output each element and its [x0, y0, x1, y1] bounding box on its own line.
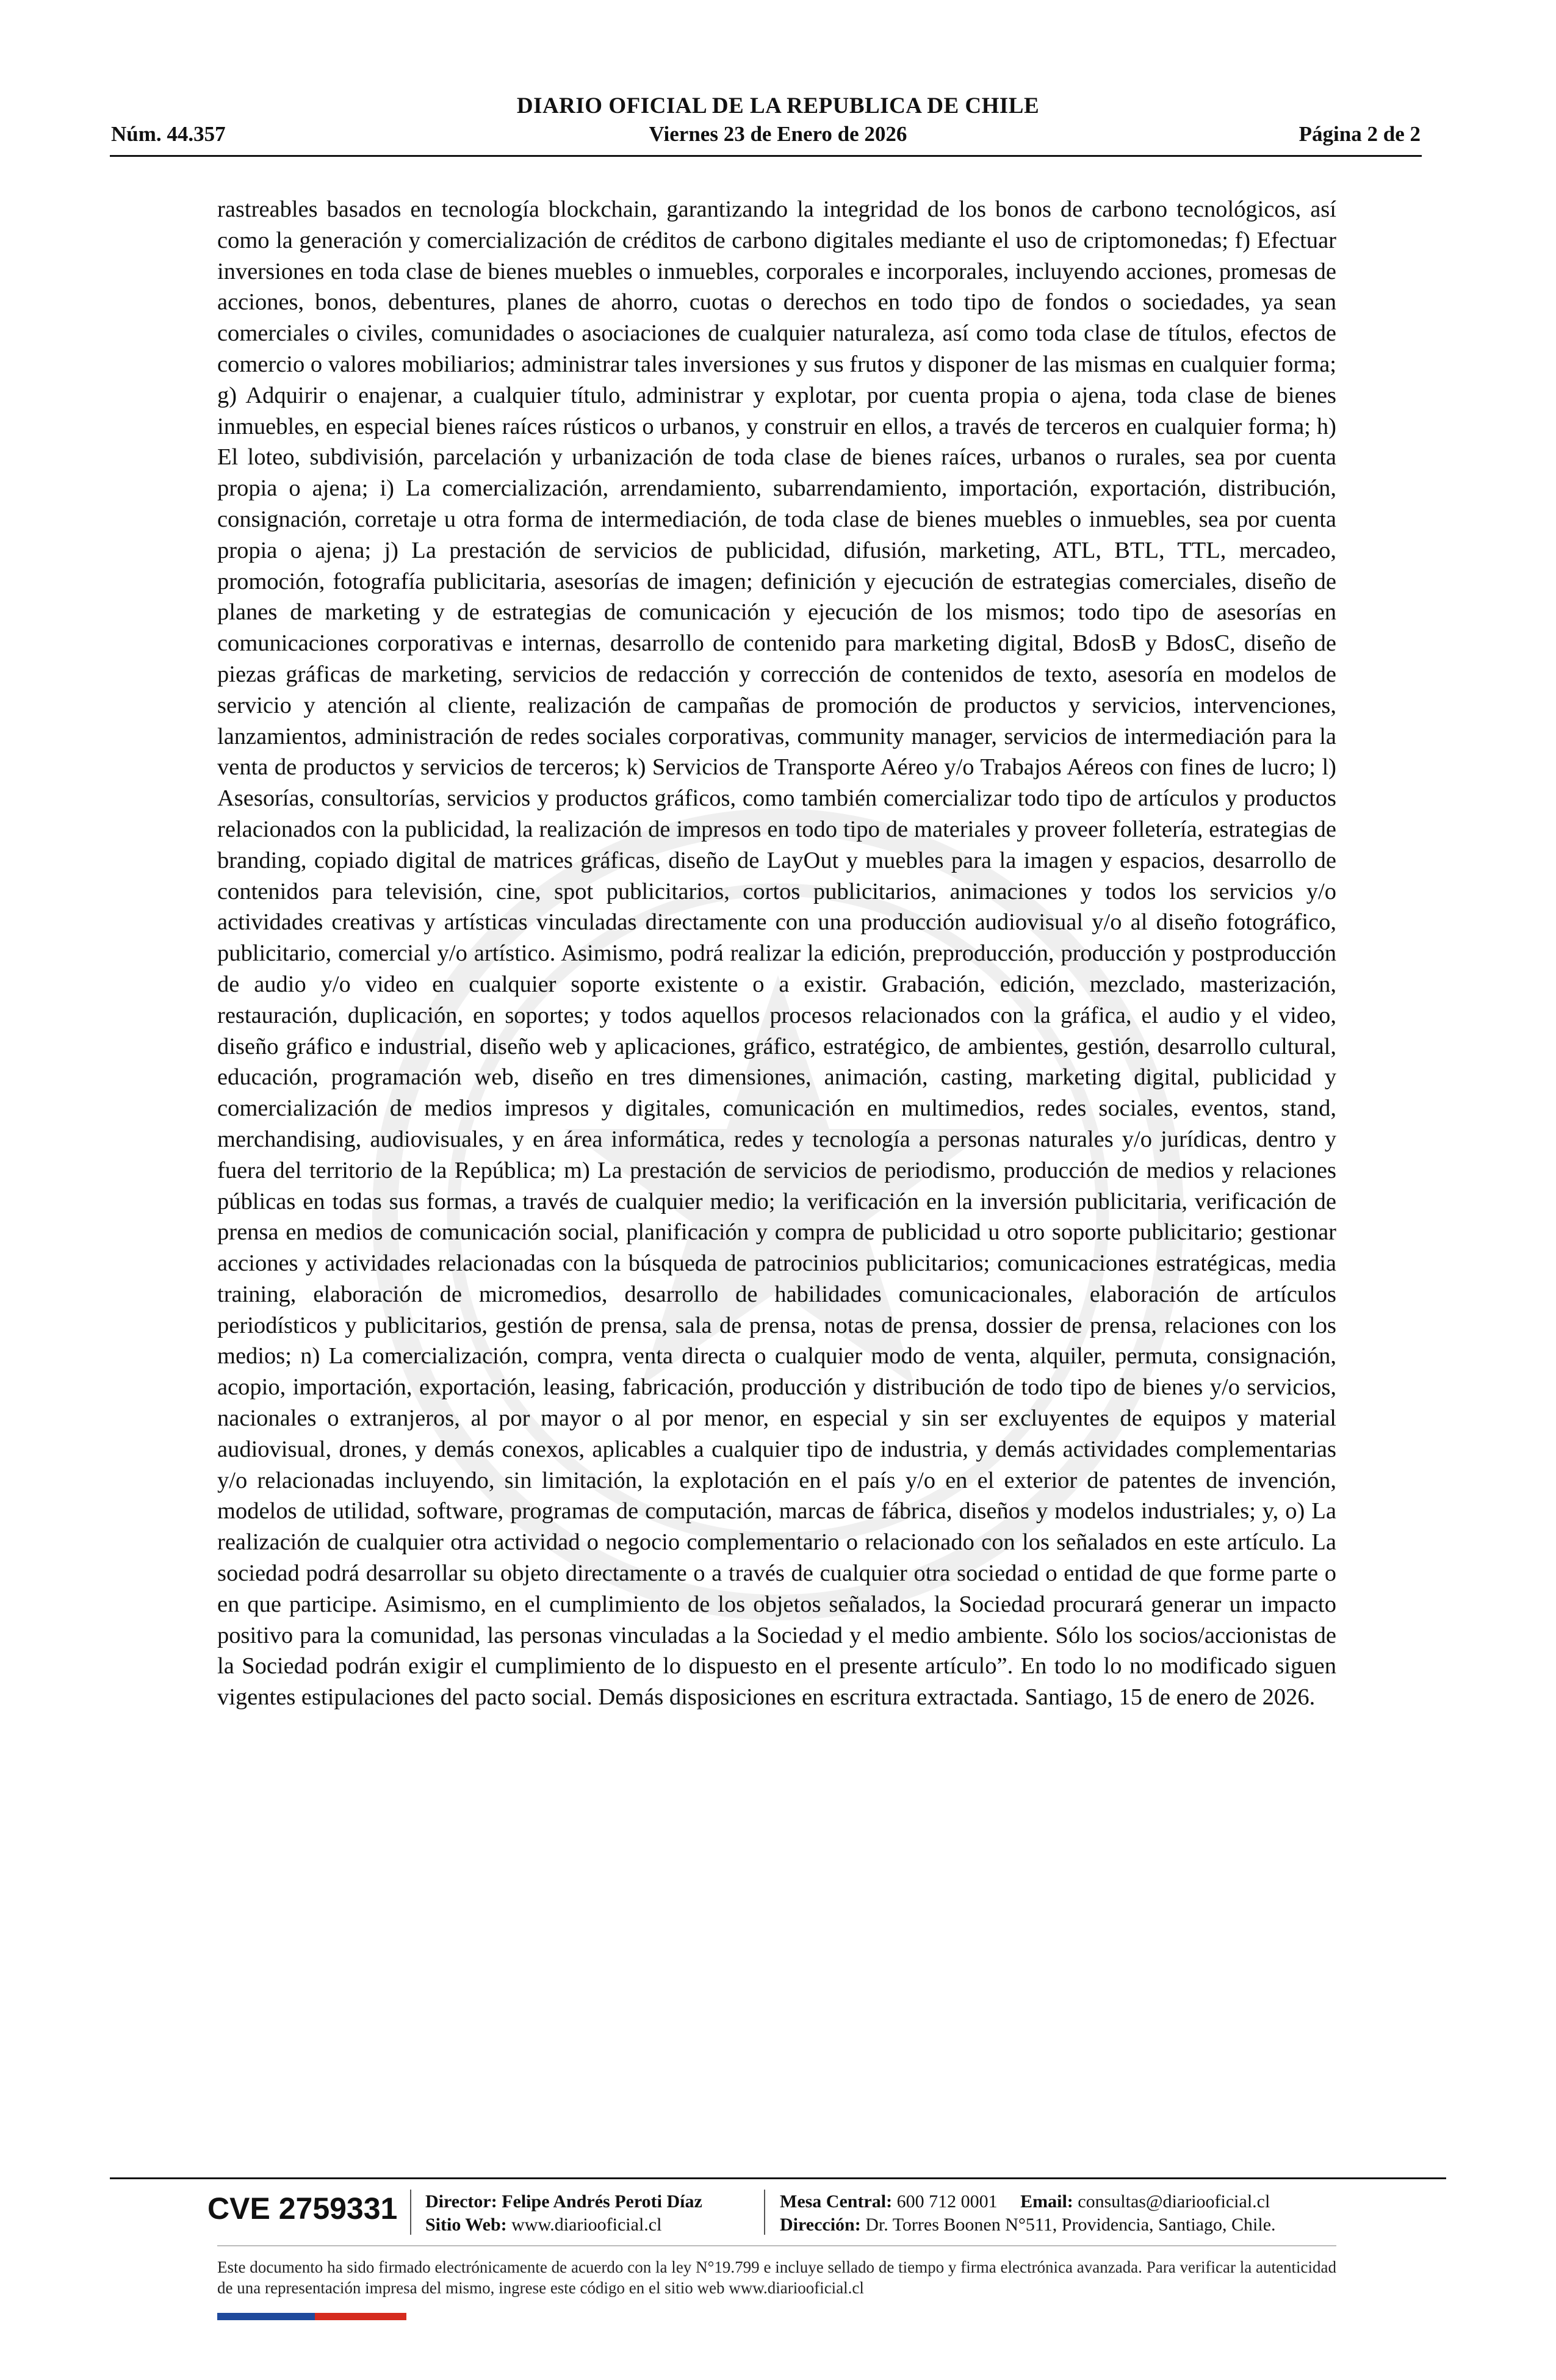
footer-address: [780, 2214, 1276, 2236]
header-divider: [110, 155, 1422, 157]
address-label: Dirección:: [780, 2215, 861, 2235]
footer-contact: [780, 2191, 1270, 2213]
email-label: Email:: [1020, 2191, 1073, 2212]
flag-blue-segment: [217, 2313, 315, 2320]
website-link[interactable]: www.diariooficial.cl: [511, 2215, 662, 2235]
legal-notice: Este documento ha sido firmado electrónicamente de acuerdo con la ley N°19.799 e incluye sellado de tiempo y firma electrónica avanzada. Para verificar la autenticidad de una representación impresa del mismo, ingrese este código en el sitio web www.diariooficial.cl: [217, 2258, 1336, 2297]
document-body: rastreables basados en tecnología blockchain, garantizando la integridad de los bonos de carbono tecnológicos, así como la generación y comercialización de créditos de carbono digitales mediante el uso de criptomonedas; f) Efectuar inversiones en toda clase de bienes muebles o inmuebles, corporales e incorporales, incluyendo acciones, promesas de acciones, bonos, debentures, planes de ahorro, cuotas o derechos en todo tipo de fondos o sociedades, ya sean comerciales o civiles, comunidades o asociaciones de cualquier naturaleza, así como toda clase de títulos, efectos de comercio o valores mobiliarios; administrar tales inversiones y sus frutos y disponer de las mismas en cualquier forma; g) Adquirir o enajenar, a cualquier título, administrar y explotar, por cuenta propia o ajena, toda clase de bienes inmuebles, en especial bienes raíces rústicos o urbanos, y construir en ellos, a través de terceros en cualquier forma; h) El loteo, subdivisión, parcelación y urbanización de toda clase de bienes raíces, urbanos o rurales, sea por cuenta propia o ajena; i) La comercialización, arrendamiento, subarrendamiento, importación, exportación, distribución, consignación, corretaje u otra forma de intermediación, de toda clase de bienes muebles o inmuebles, sea por cuenta propia o ajena; j) La prestación de servicios de publicidad, difusión, marketing, ATL, BTL, TTL, mercadeo, promoción, fotografía publicitaria, asesorías de imagen; definición y ejecución de estrategias comerciales, diseño de planes de marketing y de estrategias de comunicación y ejecución de los mismos; todo tipo de asesorías en comunicaciones corporativas e internas, desarrollo de contenido para marketing digital, BdosB y BdosC, diseño de piezas gráficas de marketing, servicios de redacción y corrección de contenidos de texto, asesoría en modelos de servicio y atención al cliente, realización de campañas de promoción de productos y servicios, intervenciones, lanzamientos, administración de redes sociales corporativas, community manager, servicios de intermediación para la venta de productos y servicios de terceros; k) Servicios de Transporte Aéreo y/o Trabajos Aéreos con fines de lucro; l) Asesorías, consultorías, servicios y productos gráficos, como también comercializar todo tipo de artículos y productos relacionados con la publicidad, la realización de impresos en todo tipo de materiales y proveer folletería, estrategias de branding, copiado digital de matrices gráficas, diseño de LayOut y muebles para la imagen y espacios, desarrollo de contenidos para televisión, cine, spot publicitarios, cortos publicitarios, animaciones y todos los servicios y/o actividades creativas y artísticas vinculadas directamente con una producción audiovisual y/o al diseño fotográfico, publicitario, comercial y/o artístico. Asimismo, podrá realizar la edición, preproducción, producción y postproducción de audio y/o video en cualquier soporte existente o a existir. Grabación, edición, mezclado, masterización, restauración, duplicación, en soportes; y todos aquellos procesos relacionados con la gráfica, el audio y el video, diseño gráfico e industrial, diseño web y aplicaciones, gráfico, estratégico, de ambientes, gestión, desarrollo cultural, educación, programación web, diseño en tres dimensiones, animación, casting, marketing digital, publicidad y comercialización de medios impresos y digitales, comunicación en multimedios, redes sociales, eventos, stand, merchandising, audiovisuales, y en área informática, redes y tecnología a personas naturales y/o jurídicas, dentro y fuera del territorio de la República; m) La prestación de servicios de periodismo, producción de medios y relaciones públicas en todas sus formas, a través de cualquier medio; la verificación en la inversión publicitaria, verificación de prensa en medios de comunicación social, planificación y compra de publicidad u otro soporte publicitario; gestionar acciones y actividades relacionadas con la búsqueda de patrocinios publicitarios; comunicaciones estratégicas, media training, elaboración de micromedios, desarrollo de habilidades comunicacionales, elaboración de artículos periodísticos y publicitarios, gestión de prensa, sala de prensa, notas de prensa, dossier de prensa, relaciones con los medios; n) La comercialización, compra, venta directa o cualquier modo de venta, alquiler, permuta, consignación, acopio, importación, exportación, leasing, fabricación, producción y distribución de todo tipo de bienes y/o servicios, nacionales o extranjeros, al por mayor o al por menor, en especial y sin ser excluyentes de equipos y material audiovisual, drones, y demás conexos, aplicables a cualquier tipo de industria, y demás actividades complementarias y/o relacionadas incluyendo, sin limitación, la explotación en el país y/o en el exterior de patentes de invención, modelos de utilidad, software, programas de computación, marcas de fábrica, diseños y modelos industriales; y, o) La realización de cualquier otra actividad o negocio complementario o relacionado con los señalados en este artículo. La sociedad podrá desarrollar su objeto directamente o a través de cualquier otra sociedad o entidad de que forme parte o en que participe. Asimismo, en el cumplimiento de los objetos señalados, la Sociedad procurará generar un impacto positivo para la comunidad, las personas vinculadas a la Sociedad y el medio ambiente. Sólo los socios/accionistas de la Sociedad podrán exigir el cumplimiento de lo dispuesto en el presente artículo”. En todo lo no modificado siguen vigentes estipulaciones del pacto social. Demás disposiciones en escritura extractada. Santiago, 15 de enero de 2026.: [217, 197, 1336, 1711]
phone-label: Mesa Central:: [780, 2191, 893, 2212]
phone-number: 600 712 0001: [896, 2191, 998, 2212]
cve-code: CVE 2759331: [207, 2191, 398, 2226]
issue-number: Núm. 44.357: [111, 122, 226, 146]
director-label: Director:: [425, 2191, 497, 2212]
page-number: Página 2 de 2: [1298, 122, 1421, 146]
flag-stripe: [217, 2313, 406, 2320]
email-link[interactable]: consultas@diariooficial.cl: [1078, 2191, 1270, 2212]
publication-date: Viernes 23 de Enero de 2026: [649, 122, 907, 146]
footer-website: [425, 2214, 661, 2236]
newspaper-title: DIARIO OFICIAL DE LA REPUBLICA DE CHILE: [516, 93, 1040, 118]
flag-red-segment: [315, 2313, 406, 2320]
footer-separator: [410, 2190, 411, 2235]
director-name: Felipe Andrés Peroti Díaz: [502, 2191, 702, 2212]
footer-separator: [764, 2190, 765, 2235]
footer-thin-divider: [217, 2245, 1336, 2246]
footer-divider: [110, 2177, 1446, 2179]
footer-director: [425, 2191, 702, 2213]
website-label: Sitio Web:: [425, 2215, 507, 2235]
address-value: Dr. Torres Boonen N°511, Providencia, Santiago, Chile.: [865, 2215, 1276, 2235]
